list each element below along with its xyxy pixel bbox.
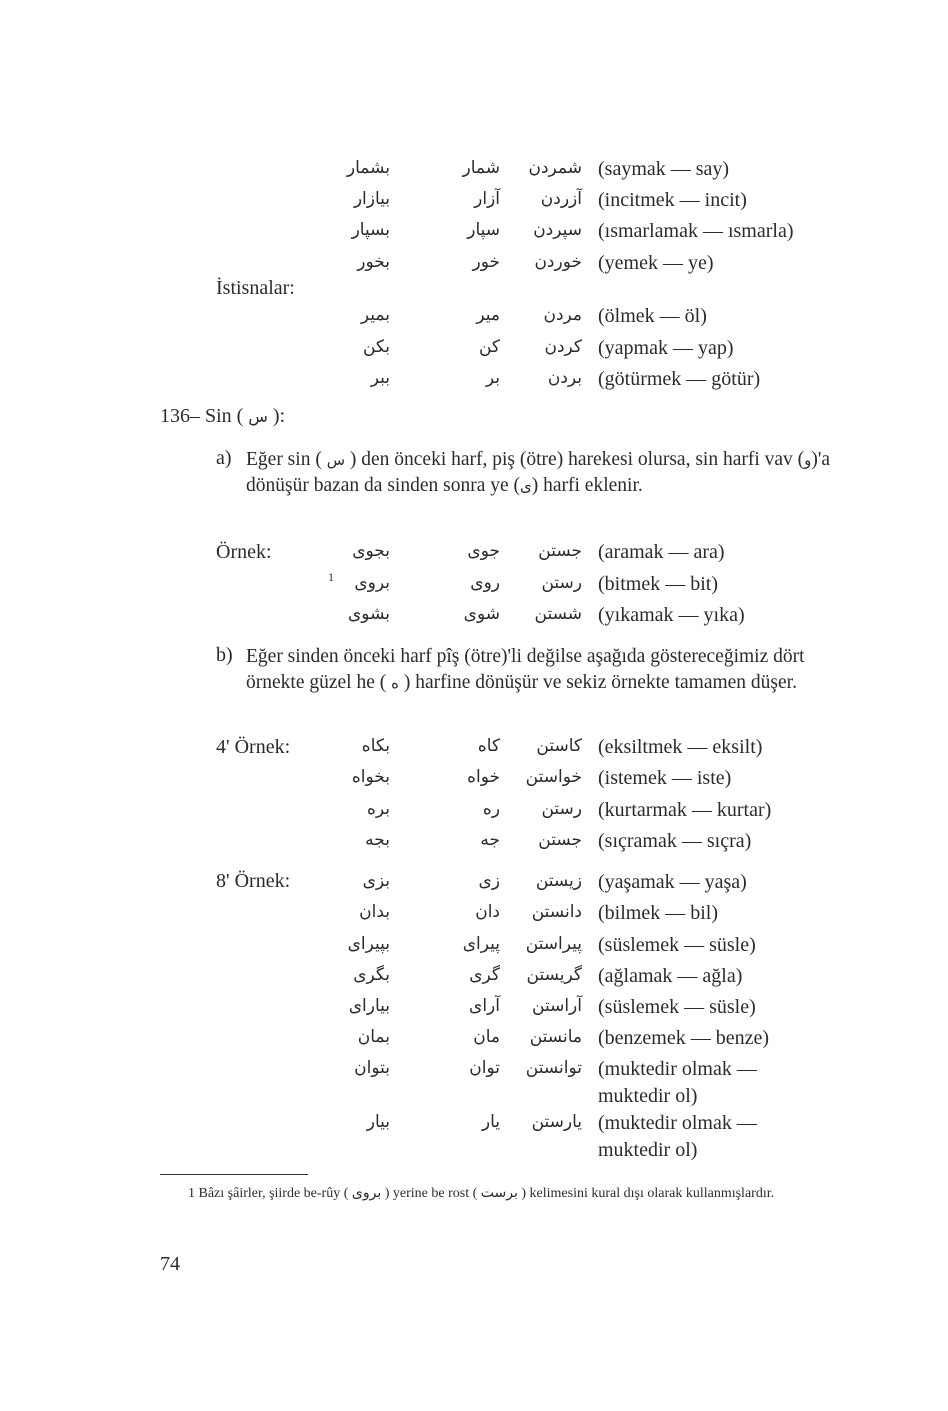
verb-stem: شمار (462, 158, 500, 178)
ornek-4-label: 4' Örnek: (216, 736, 291, 758)
imperative-form: بشمار (346, 158, 390, 178)
imperative-form: ببر (370, 368, 390, 388)
verb-stem: بر (485, 368, 500, 388)
meaning-continued: muktedir ol) (598, 1139, 698, 1161)
verb-stem: زی (478, 871, 500, 891)
meaning: (süslemek — süsle) (598, 934, 756, 956)
meaning: (eksiltmek — eksilt) (598, 736, 763, 758)
verb-stem: شوی (463, 604, 500, 624)
section-heading-arabic: س (248, 407, 268, 426)
verb-stem: ره (482, 799, 500, 819)
paragraph-a-label: a) (216, 447, 232, 469)
infinitive: کردن (544, 337, 582, 357)
infinitive: یارستن (531, 1112, 582, 1132)
verb-stem: خواه (467, 767, 500, 787)
meaning: (aramak — ara) (598, 541, 725, 563)
imperative-form: بره (366, 799, 390, 819)
infinitive: خوردن (534, 252, 582, 272)
verb-stem: پیرای (462, 934, 500, 954)
infinitive: مانستن (529, 1027, 582, 1047)
ornek-label: Örnek: (216, 541, 272, 563)
imperative-form: بزی (362, 871, 390, 891)
paragraph-a-text-4: ) harfi eklenir. (531, 475, 643, 496)
footnote-text-2: ) yerine be rost ( (384, 1186, 478, 1201)
meaning: (sıçramak — sıçra) (598, 830, 752, 852)
infinitive: زیستن (535, 871, 582, 891)
footnote-separator (160, 1174, 308, 1175)
section-heading-end: ): (272, 405, 286, 427)
footnote-text-1: Bâzı şâirler, şiirde be-rûy ( (198, 1186, 349, 1201)
arabic-letter-he: ه (391, 674, 399, 692)
meaning: (incitmek — incit) (598, 189, 747, 211)
imperative-form: بخور (357, 252, 390, 272)
infinitive: کاستن (536, 736, 582, 756)
imperative-form: بخواه (351, 767, 390, 787)
paragraph-b-text-2: ) harfine dönüşür ve sekiz örnekte tamamen düşer. (403, 672, 797, 693)
verb-stem: سپار (467, 220, 500, 240)
verb-stem: روی (470, 573, 500, 593)
imperative-form: بیازار (353, 189, 390, 209)
footnote-text-3: ) kelimesini kural dışı olarak kullanmışlardır. (521, 1186, 775, 1201)
imperative-form: بجه (365, 830, 390, 850)
paragraph-b-label: b) (216, 644, 233, 666)
verb-stem: مان (473, 1027, 500, 1047)
paragraph-b (246, 644, 834, 696)
infinitive: جستن (538, 830, 582, 850)
verb-stem: خور (472, 252, 500, 272)
section-heading-text: 136– Sin ( (160, 405, 244, 427)
footnote-arabic-2: برست (480, 1185, 518, 1201)
paragraph-b-text-1: Eğer sinden önceki harf pîş (ötre)'li değilse aşağıda göstereceğimiz dört örnekte güzel he ( (246, 646, 805, 693)
footnote-marker: 1 (328, 570, 334, 584)
arabic-letter-vav: و (804, 451, 812, 469)
meaning: (ağlamak — ağla) (598, 965, 743, 987)
meaning: (yaşamak — yaşa) (598, 871, 747, 893)
infinitive: رستن (541, 799, 582, 819)
infinitive: دانستن (531, 902, 582, 922)
infinitive: خواستن (525, 767, 582, 787)
meaning: (ölmek — öl) (598, 305, 707, 327)
verb-stem: آزار (474, 189, 500, 209)
meaning: (benzemek — benze) (598, 1027, 770, 1049)
imperative-form: بکاه (361, 736, 390, 756)
paragraph-a-text-3: )'a dönüşür bazan da sinden sonra ye ( (246, 449, 831, 496)
meaning: (yapmak — yap) (598, 337, 734, 359)
verb-stem: آرای (469, 996, 500, 1016)
verb-stem: یار (481, 1112, 500, 1132)
imperative-form: بمیر (360, 305, 390, 325)
footnote-number: 1 (188, 1186, 195, 1201)
page-number: 74 (160, 1253, 180, 1275)
meaning: (istemek — iste) (598, 767, 732, 789)
imperative-form: بشوی (348, 604, 390, 624)
paragraph-a-text-1: Eğer sin ( (246, 449, 322, 470)
meaning: (muktedir olmak — (598, 1058, 757, 1080)
verb-stem: جه (480, 830, 500, 850)
meaning: (bitmek — bit) (598, 573, 718, 595)
paragraph-a-text-2: ) den önceki harf, piş (ötre) harekesi olursa, sin harfi vav ( (349, 449, 805, 470)
meaning: (muktedir olmak — (598, 1112, 757, 1134)
footnote (160, 1181, 840, 1206)
infinitive: مردن (543, 305, 582, 325)
ornek-8-label: 8' Örnek: (216, 870, 291, 892)
verb-stem: میر (476, 305, 500, 325)
arabic-letter-ye: ی (520, 477, 532, 495)
verb-stem: کاه (477, 736, 500, 756)
istisnalar-label: İstisnalar: (216, 277, 295, 299)
infinitive: آزردن (540, 189, 582, 209)
infinitive: آراستن (532, 996, 582, 1016)
imperative-form: بتوان (354, 1058, 390, 1078)
infinitive: بردن (547, 368, 582, 388)
meaning: (ısmarlamak — ısmarla) (598, 220, 794, 242)
verb-stem: گری (469, 965, 500, 985)
infinitive: شستن (534, 604, 582, 624)
imperative-form: بپیرای (347, 934, 390, 954)
infinitive: پیراستن (525, 934, 582, 954)
imperative-form: بمان (357, 1027, 390, 1047)
meaning: (yemek — ye) (598, 252, 714, 274)
meaning: (kurtarmak — kurtar) (598, 799, 772, 821)
imperative-form: بدان (359, 902, 390, 922)
imperative-form: بسپار (351, 220, 390, 240)
infinitive: توانستن (525, 1058, 582, 1078)
verb-stem: دان (475, 902, 500, 922)
infinitive: گریستن (526, 965, 582, 985)
infinitive: سپردن (533, 220, 582, 240)
verb-stem: توان (469, 1058, 500, 1078)
imperative-form: بگری (353, 965, 390, 985)
imperative-form: بیارای (348, 996, 390, 1016)
meaning-continued: muktedir ol) (598, 1085, 698, 1107)
imperative-form: بروی (354, 573, 390, 593)
infinitive: جستن (538, 541, 582, 561)
meaning: (saymak — say) (598, 158, 730, 180)
imperative-form: بکن (362, 337, 390, 357)
meaning: (götürmek — götür) (598, 368, 761, 390)
meaning: (yıkamak — yıka) (598, 604, 745, 626)
meaning: (bilmek — bil) (598, 902, 718, 924)
imperative-form: بجوی (352, 541, 390, 561)
section-heading (160, 405, 285, 428)
verb-stem: کن (478, 337, 500, 357)
infinitive: رستن (541, 573, 582, 593)
infinitive: شمردن (528, 158, 582, 178)
verb-stem: جوی (467, 541, 500, 561)
footnote-arabic-1: بروی (351, 1185, 382, 1201)
meaning: (süslemek — süsle) (598, 996, 756, 1018)
paragraph-a (246, 447, 834, 499)
arabic-letter-sin: س (326, 451, 345, 469)
imperative-form: بیار (366, 1112, 390, 1132)
